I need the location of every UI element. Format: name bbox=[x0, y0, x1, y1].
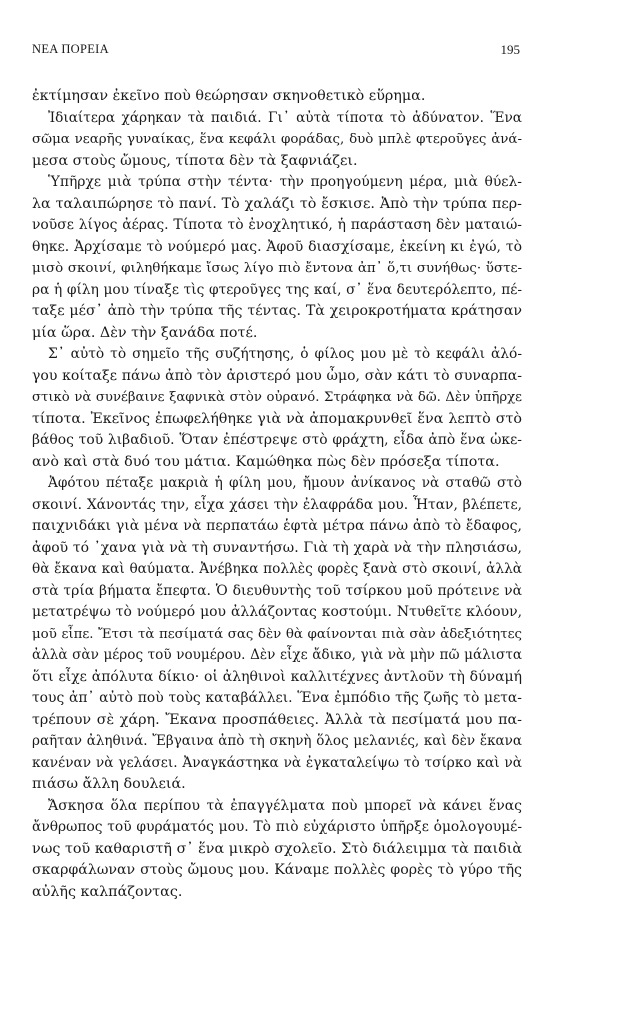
page-number: 195 bbox=[500, 42, 520, 57]
text-line: ὅτι εἶχε ἀπόλυτα δίκιο· οἱ ἀληθινοὶ καλλιτέχνες ἀντλοῦν τὴ δύναμή bbox=[32, 668, 522, 685]
text-line: ταξε μέσ᾿ ἀπὸ τὴν τρύπα τῆς τέντας. Τὰ χειροκροτήματα κράτησαν bbox=[32, 303, 522, 319]
text-line: ἀφοῦ τό ᾿χανα γιὰ νὰ τὴ συναντήσω. Γιὰ τὴ χαρὰ νὰ τὴν πλησιάσω, bbox=[32, 539, 522, 556]
paragraph bbox=[32, 473, 522, 796]
text-line: μοῦ εἶπε. Ἔτσι τὰ πεσίματά σας δὲν θὰ φαίνονται πιὰ σὰν ἀδεξιότητες bbox=[32, 626, 522, 642]
text-line: στὰ τρία βήματα ἔπεφτα. Ὁ διευθυντὴς τοῦ τσίρκου μοῦ πρότεινε νὰ bbox=[32, 582, 522, 599]
text-line: τρέπουν σὲ χάρη. Ἔκανα προσπάθειες. Ἀλλὰ τὰ πεσίματά μου πα- bbox=[32, 711, 522, 728]
text-line: μία ὥρα. Δὲν τὴν ξανάδα ποτέ. bbox=[32, 324, 258, 341]
text-line: Σ᾿ αὐτὸ τὸ σημεῖο τῆς συζήτησης, ὁ φίλος μου μὲ τὸ κεφάλι ἀλό- bbox=[48, 346, 522, 362]
paragraph bbox=[32, 796, 522, 904]
page-header bbox=[32, 42, 520, 62]
text-line: Ἄσκησα ὅλα περίπου τὰ ἐπαγγέλματα ποὺ μπορεῖ νὰ κάνει ἕνας bbox=[48, 797, 522, 814]
text-line: ανὸ καὶ στὰ δυό του μάτια. Καμώθηκα πὼς δὲν πρόσεξα τίποτα. bbox=[32, 453, 500, 470]
paragraph bbox=[32, 86, 522, 108]
text-line: νοῦσε λίγος ἀέρας. Τίποτα τὸ ἐνοχλητικό, ἡ παράσταση δὲν ματαιώ- bbox=[32, 217, 522, 233]
text-line: Ἰδιαίτερα χάρηκαν τὰ παιδιά. Γι᾿ αὐτὰ τίποτα τὸ ἀδύνατον. Ἕνα bbox=[48, 109, 522, 126]
text-line: μεσα στοὺς ὤμους, τίποτα δὲν τὰ ξαφνιάζει. bbox=[32, 152, 358, 169]
paragraph bbox=[32, 172, 522, 344]
text-line: τίποτα. Ἐκεῖνος ἐπωφελήθηκε γιὰ νὰ ἀπομακρυνθεῖ ἕνα λεπτὸ στὸ bbox=[32, 410, 522, 427]
running-head: ΝΕΑ ΠΟΡΕΙΑ bbox=[32, 42, 109, 56]
text-line: στικὸ νὰ συνέβαινε ξαφνικὰ στὸν οὐρανό. Στράφηκα νὰ δῶ. Δὲν ὑπῆρχε bbox=[32, 390, 522, 405]
text-line: ἐκτίμησαν ἐκεῖνο ποὺ θεώρησαν σκηνοθετικὸ εὕρημα. bbox=[32, 88, 426, 104]
text-line: αὐλῆς καλπάζοντας. bbox=[32, 883, 183, 900]
paragraph bbox=[32, 108, 522, 173]
text-line: θηκε. Ἀρχίσαμε τὸ νούμερό μας. Ἀφοῦ διασχίσαμε, ἐκείνη κι ἐγώ, τὸ bbox=[32, 238, 522, 255]
text-line: Ἀφότου πέταξε μακριὰ ἡ φίλη μου, ἤμουν ἀνίκανος νὰ σταθῶ στὸ bbox=[48, 475, 522, 491]
text-line: θὰ ἔκανα καὶ θαύματα. Ἀνέβηκα πολλὲς φορὲς ξανὰ στὸ σκοινί, ἀλλὰ bbox=[32, 561, 522, 577]
text-line: γου κοίταξε πάνω ἀπὸ τὸν ἀριστερό μου ὦμο, σὰν κάτι τὸ συναρπα- bbox=[32, 367, 522, 384]
text-line: τους ἀπ᾿ αὐτὸ ποὺ τοὺς καταβάλλει. Ἕνα ἐμπόδιο τῆς ζωῆς τὸ μετα- bbox=[32, 690, 522, 706]
body-text bbox=[32, 86, 522, 903]
text-line: σκοινί. Χάνοντάς την, εἶχα χάσει τὴν ἐλαφράδα μου. Ἦταν, βλέπετε, bbox=[32, 496, 522, 513]
text-line: μετατρέψω τὸ νούμερό μου ἀλλάζοντας κοστούμι. Ντυθεῖτε κλόουν, bbox=[32, 604, 522, 620]
text-line: βάθος τοῦ λιβαδιοῦ. Ὅταν ἐπέστρεψε στὸ φράχτη, εἶδα ἀπὸ ἕνα ὠκε- bbox=[32, 432, 522, 448]
text-line: πιάσω ἄλλη δουλειά. bbox=[32, 776, 186, 792]
text-line: ρα ἡ φίλη μου τίναξε τὶς φτεροῦγες της καί, σ᾿ ἕνα δευτερόλεπτο, πέ- bbox=[32, 281, 522, 298]
text-line: ἄνθρωπος τοῦ φυράματός μου. Τὸ πιὸ εὐχάριστο ὑπῆρξε ὁμολογουμέ- bbox=[32, 819, 522, 835]
text-line: παιχνιδάκι γιὰ μένα νὰ περπατάω ἑφτὰ μέτρα πάνω ἀπὸ τὸ ἔδαφος, bbox=[32, 518, 522, 534]
text-line: ἀλλὰ σὰν μέρος τοῦ νουμέρου. Δὲν εἶχε ἄδικο, γιὰ νὰ μὴν πῶ μάλιστα bbox=[32, 647, 522, 663]
text-line: λα ταλαιπώρησε τὸ πανί. Τὸ χαλάζι τὸ ἔσκισε. Ἀπὸ τὴν τρύπα περ- bbox=[32, 195, 522, 212]
text-line: σκαρφάλωναν στοὺς ὤμους μου. Κάναμε πολλὲς φορὲς τὸ γύρο τῆς bbox=[32, 862, 522, 878]
text-line: κανέναν νὰ γελάσει. Ἀναγκάστηκα νὰ ἐγκαταλείψω τὸ τσίρκο καὶ νὰ bbox=[32, 754, 522, 771]
text-line: σῶμα νεαρῆς γυναίκας, ἕνα κεφάλι φοράδας, δυὸ μπλὲ φτεροῦγες ἀνά- bbox=[32, 132, 522, 147]
text-line: Ὑπῆρχε μιὰ τρύπα στὴν τέντα· τὴν προηγούμενη μέρα, μιὰ θύελ- bbox=[48, 174, 522, 190]
text-line: μισὸ σκοινί, φιληθήκαμε ἴσως λίγο πιὸ ἔντονα ἀπ᾿ ὅ,τι συνήθως· ὕστε- bbox=[32, 261, 522, 276]
paragraph bbox=[32, 344, 522, 473]
text-line: νως τοῦ καθαριστῆ σ᾿ ἕνα μικρὸ σχολεῖο. Στὸ διάλειμμα τὰ παιδιὰ bbox=[32, 840, 522, 857]
text-line: ραῆταν ἀληθινά. Ἔβγαινα ἀπὸ τὴ σκηνὴ ὅλος μελανιές, καὶ δὲν ἔκανα bbox=[32, 733, 522, 749]
